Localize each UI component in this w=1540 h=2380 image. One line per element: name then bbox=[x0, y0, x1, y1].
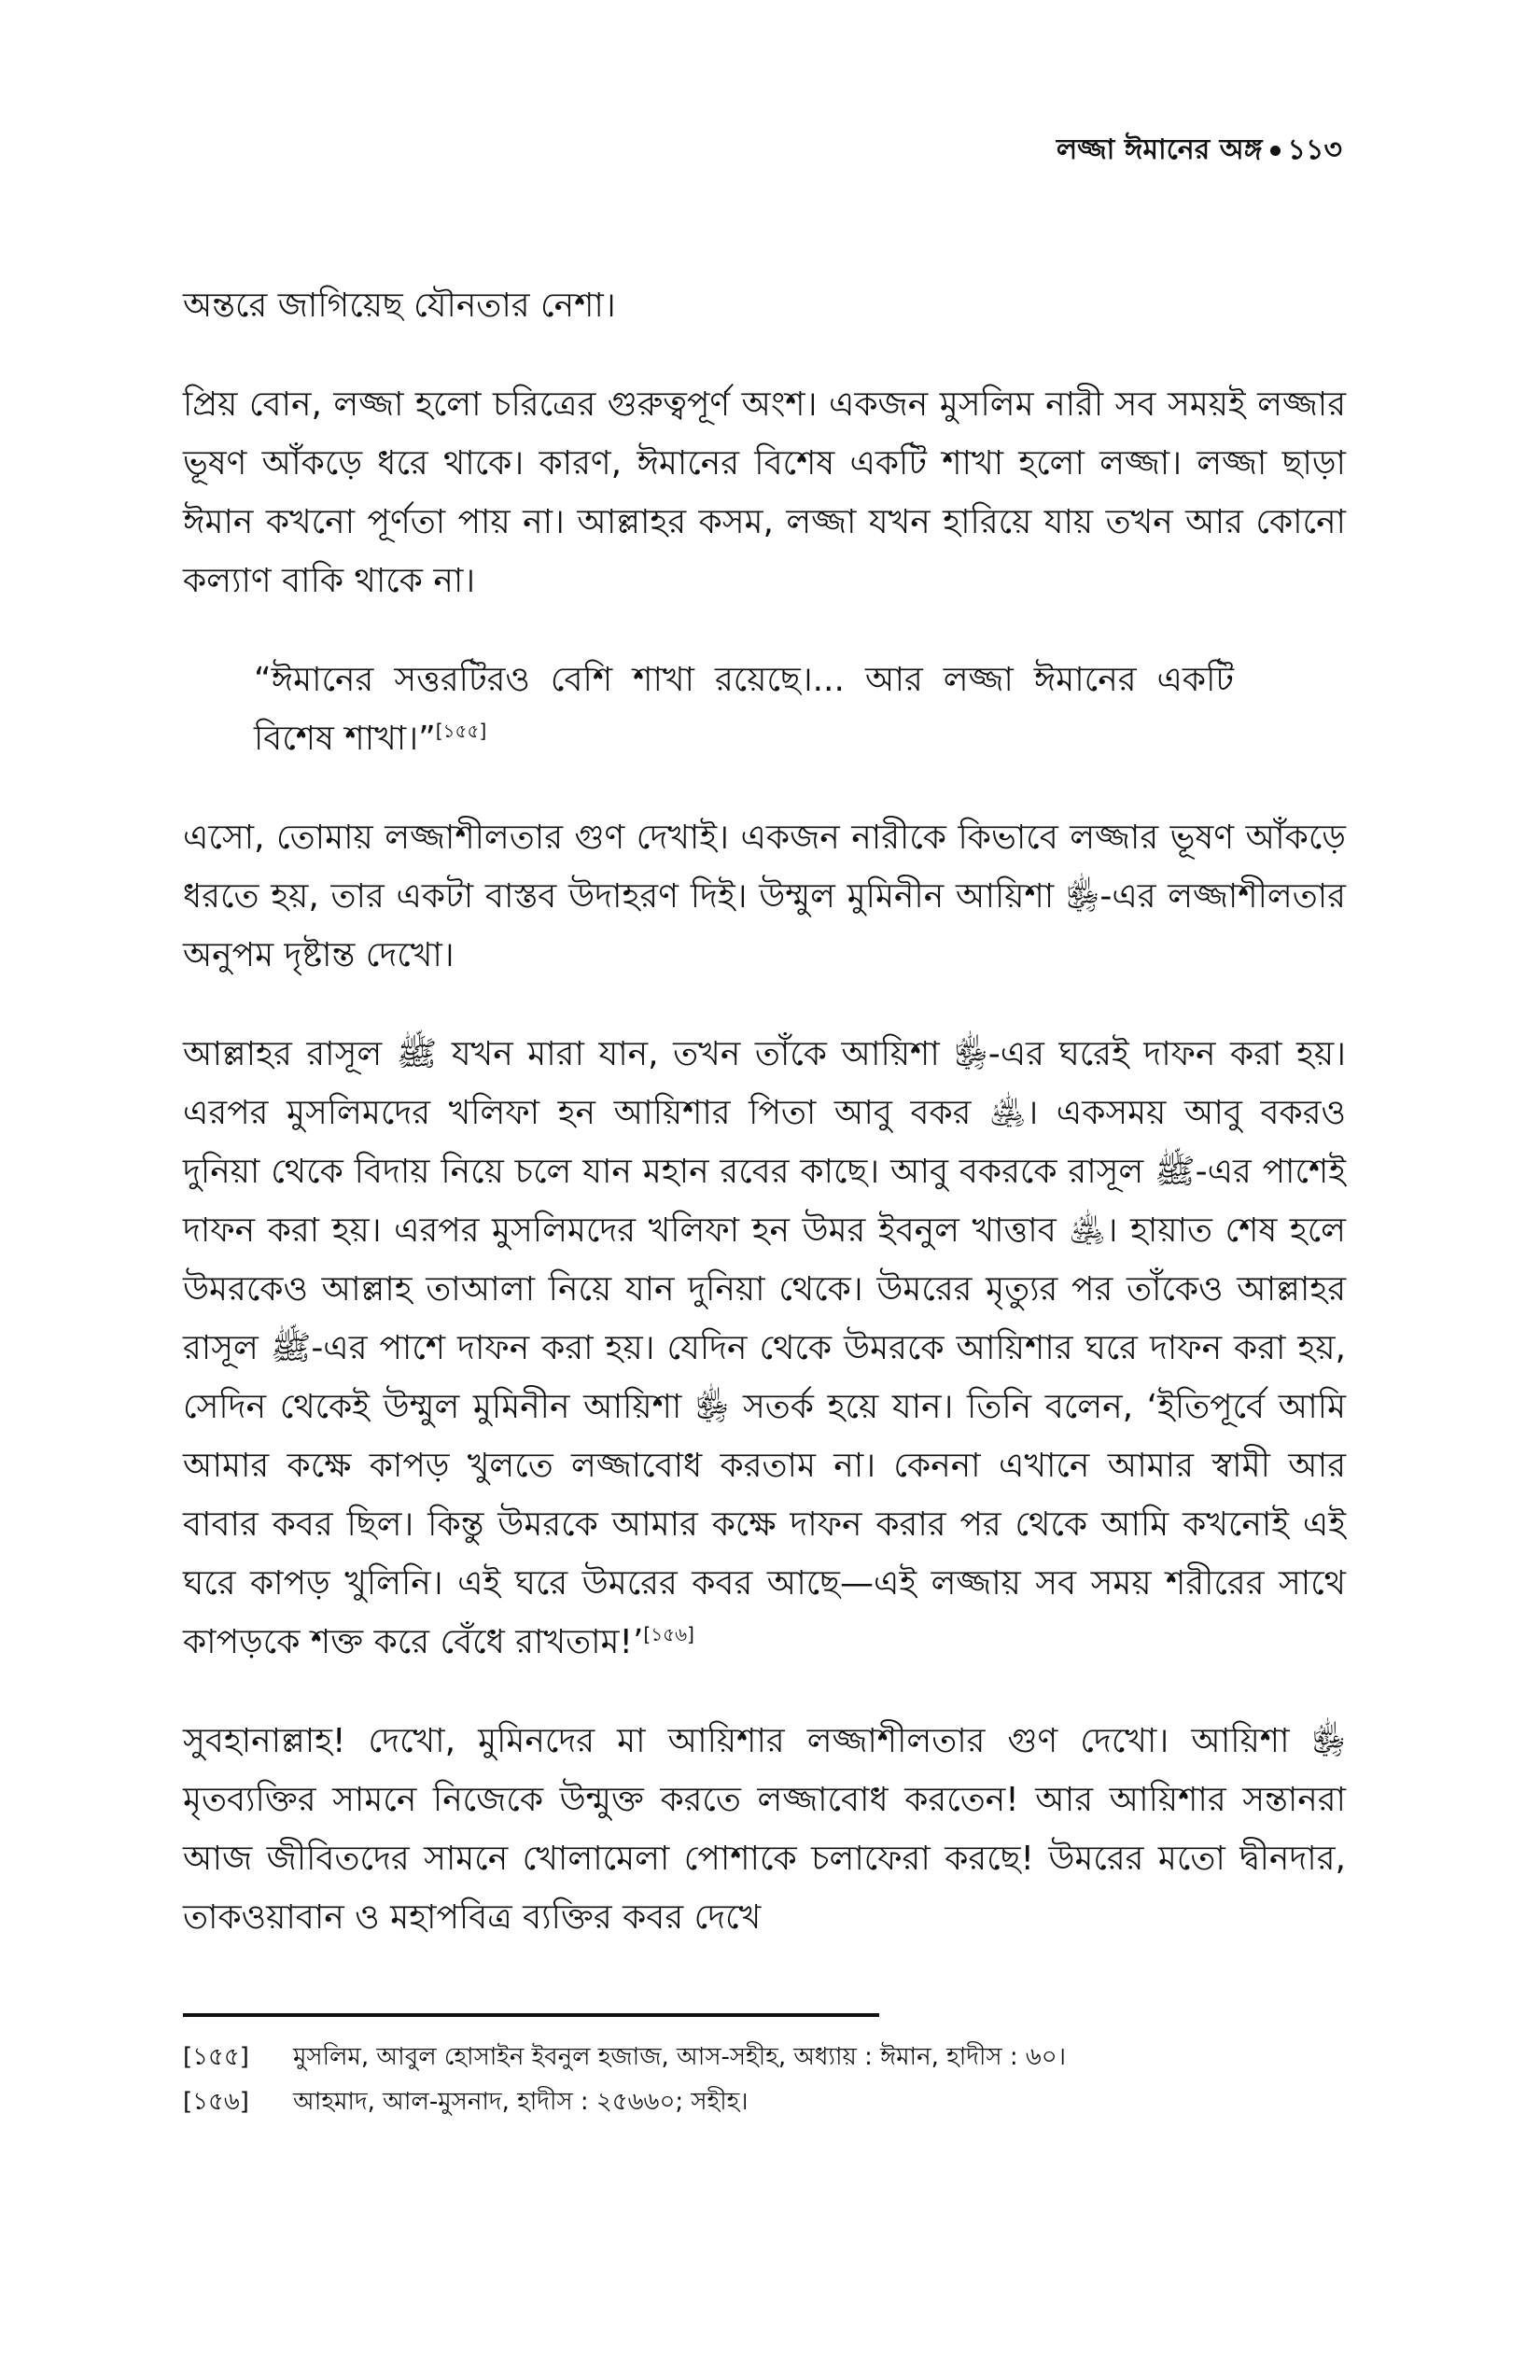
hadith-quote bbox=[183, 651, 1346, 768]
paragraph-4-text: আল্লাহর রাসূল ﷺ যখন মারা যান, তখন তাঁকে আয়িশা ﵂-এর ঘরেই দাফন করা হয়। এরপর মুসলিমদের খলিফা হন আয়িশার পিতা আবু বকর ﵁। একসময় আবু বকরও দুনিয়া থেকে বিদায় নিয়ে চলে যান মহান রবের কাছে। আবু বকরকে রাসূল ﷺ-এর পাশেই দাফন করা হয়। এরপর মুসলিমদের খলিফা হন উমর ইবনুল খাত্তাব ﵁। হায়াত শেষ হলে উমরকেও আল্লাহ তাআলা নিয়ে যান দুনিয়া থেকে। উমরের মৃত্যুর পর তাঁকেও আল্লাহর রাসূল ﷺ-এর পাশে দাফন করা হয়। যেদিন থেকে উমরকে আয়িশার ঘরে দাফন করা হয়, সেদিন থেকেই উম্মুল মুমিনীন আয়িশা ﵂ সতর্ক হয়ে যান। তিনি বলেন, ‘ইতিপূর্বে আমি আমার কক্ষে কাপড় খুলতে লজ্জাবোধ করতাম না। কেননা এখানে আমার স্বামী আর বাবার কবর ছিল। কিন্তু উমরকে আমার কক্ষে দাফন করার পর থেকে আমি কখনোই এই ঘরে কাপড় খুলিনি। এই ঘরে উমরের কবর আছে—এই লজ্জায় সব সময় শরীরের সাথে কাপড়কে শক্ত করে বেঁধে রাখতাম!’ bbox=[183, 1035, 1346, 1661]
footnote-156 bbox=[183, 2079, 1346, 2124]
footnote-ref-156[interactable]: [১৫৬] bbox=[643, 1623, 694, 1645]
footnote-divider bbox=[183, 2013, 879, 2017]
footnote-number: [১৫৫] bbox=[183, 2043, 249, 2071]
page-body bbox=[183, 276, 1346, 1947]
footnote-text: আহমাদ, আল-মুসনাদ, হাদীস : ২৫৬৬০; সহীহ। bbox=[293, 2088, 749, 2116]
paragraph-5: সুবহানাল্লাহ! দেখো, মুমিনদের মা আয়িশার লজ্জাশীলতার গুণ দেখো। আয়িশা ﵂ মৃতব্যক্তির সামনে নিজেকে উন্মুক্ত করতে লজ্জাবোধ করতেন! আর আয়িশার সন্তানরা আজ জীবিতদের সামনে খোলামেলা পোশাকে চলাফেরা করছে! উমরের মতো দ্বীনদার, তাকওয়াবান ও মহাপবিত্র ব্যক্তির কবর দেখে bbox=[183, 1722, 1346, 1937]
paragraph-4 bbox=[183, 1025, 1346, 1672]
footnote-ref-155[interactable]: [১৫৫] bbox=[435, 720, 487, 742]
footnote-155 bbox=[183, 2035, 1346, 2079]
header-title: লজ্জা ঈমানের অঙ্গ bbox=[1056, 133, 1263, 166]
footnote-text: মুসলিম, আবুল হোসাইন ইবনুল হজাজ, আস-সহীহ, অধ্যায় : ঈমান, হাদীস : ৬০। bbox=[293, 2043, 1066, 2071]
quote-text: “ঈমানের সত্তরটিরও বেশি শাখা রয়েছে।... আর লজ্জা ঈমানের একটি বিশেষ শাখা।” bbox=[254, 661, 1234, 758]
paragraph-2: প্রিয় বোন, লজ্জা হলো চরিত্রের গুরুত্বপূর্ণ অংশ। একজন মুসলিম নারী সব সময়ই লজ্জার ভূষণ আঁকড়ে ধরে থাকে। কারণ, ঈমানের বিশেষ একটি শাখা হলো লজ্জা। লজ্জা ছাড়া ঈমান কখনো পূর্ণতা পায় না। আল্লাহর কসম, লজ্জা যখন হারিয়ে যায় তখন আর কোনো কল্যাণ বাকি থাকে না। bbox=[183, 385, 1346, 600]
footnotes bbox=[183, 2035, 1346, 2124]
footnote-number: [১৫৬] bbox=[183, 2088, 249, 2116]
paragraph-1: অন্তরে জাগিয়েছ যৌনতার নেশা। bbox=[183, 287, 616, 325]
paragraph-3: এসো, তোমায় লজ্জাশীলতার গুণ দেখাই। একজন নারীকে কিভাবে লজ্জার ভূষণ আঁকড়ে ধরতে হয়, তার একটা বাস্তব উদাহরণ দিই। উম্মুল মুমিনীন আয়িশা ﵂-এর লজ্জাশীলতার অনুপম দৃষ্টান্ত দেখো। bbox=[183, 819, 1346, 974]
bullet-dot-icon bbox=[1270, 146, 1281, 156]
running-header bbox=[1057, 127, 1342, 175]
page-number: ১১৩ bbox=[1287, 133, 1342, 166]
